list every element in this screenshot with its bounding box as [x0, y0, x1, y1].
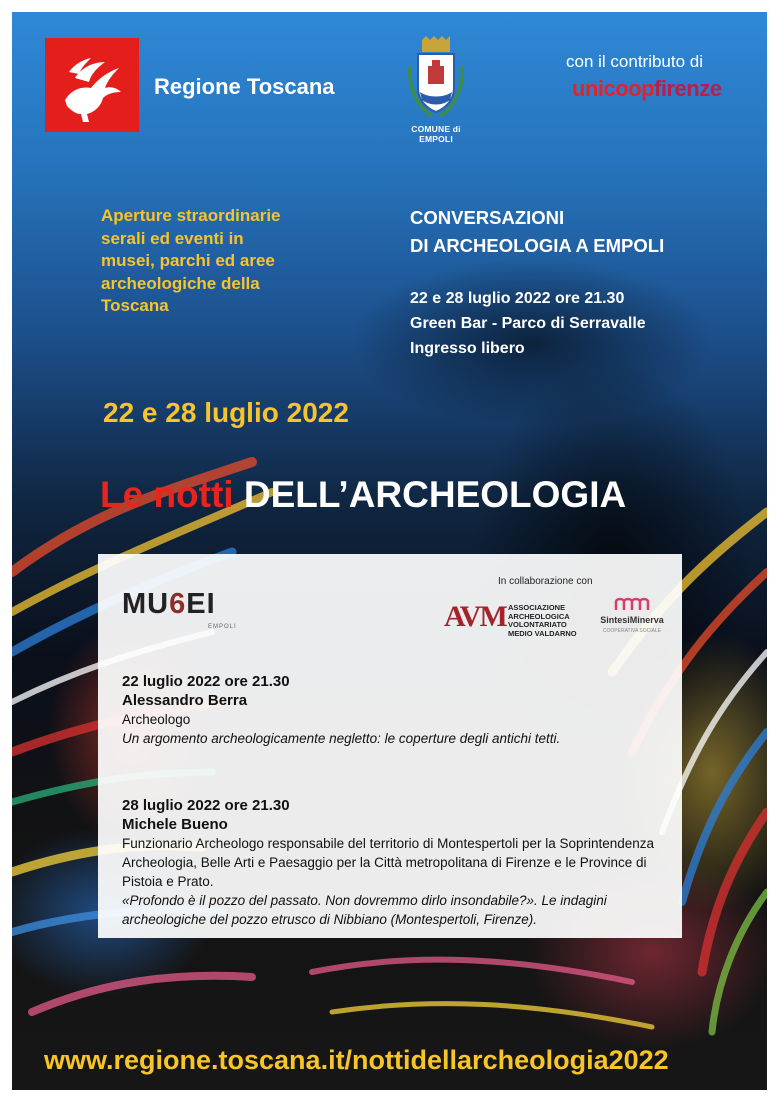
main-date: 22 e 28 luglio 2022 — [103, 397, 349, 428]
museum-logo-suffix: EI — [186, 588, 216, 620]
aavm-logo — [444, 594, 584, 644]
museum-logo-six: 6 — [169, 588, 187, 620]
event-2 — [122, 796, 667, 929]
headline-red: Le notti — [100, 474, 234, 515]
conversations-title-line2: DI ARCHEOLOGIA A EMPOLI — [410, 235, 665, 256]
event-speaker: Michele Bueno — [122, 816, 228, 833]
conversations-date: 22 e 28 luglio 2022 ore 21.30 — [410, 290, 625, 307]
event-talk: «Profondo è il pozzo del passato. Non dovremmo dirlo insondabile?». Le indagini archeologiche del pozzo etrusco di Nibbiano (Montespertoli, Firenze). — [122, 893, 607, 927]
headline — [100, 474, 626, 516]
conversations-title — [410, 204, 664, 260]
sponsor-part1: unicoop — [572, 76, 655, 101]
conversations-place: Green Bar - Parco di Serravalle — [410, 315, 646, 332]
comune-empoli-logo — [398, 36, 474, 142]
museum-logo-sub: EMPOLI — [208, 624, 237, 630]
contribution-label: con il contributo di — [566, 52, 704, 71]
sintesi-name: SintesiMinerva — [600, 615, 664, 625]
unicoop-firenze-logo — [572, 76, 721, 102]
headline-white: DELL’ARCHEOLOGIA — [243, 474, 627, 515]
city-crest-icon — [406, 36, 466, 122]
region-name: Regione Toscana — [154, 74, 335, 99]
aperture-text: Aperture straordinarie serali ed eventi in musei, parchi ed aree archeologiche della Toscana — [101, 206, 281, 315]
musei-empoli-logo — [122, 588, 216, 621]
event-speaker: Alessandro Berra — [122, 692, 248, 709]
program-panel — [98, 554, 682, 938]
sintesi-minerva-logo — [596, 596, 668, 634]
collaboration-label: In collaborazione con — [498, 576, 593, 587]
event-date: 22 luglio 2022 ore 21.30 — [122, 673, 290, 690]
sintesi-minerva-icon — [614, 596, 650, 612]
event-role: Funzionario Archeologo responsabile del territorio di Montespertoli per la Soprintendenza Archeologia, Belle Arti e Paesaggio per la Città metropolitana di Firenze e le Province di Pistoia e Prato. — [122, 836, 655, 889]
aavm-text: ASSOCIAZIONE ARCHEOLOGICA VOLONTARIATO MEDIO VALDARNO — [508, 603, 577, 638]
sponsor-part2: firenze — [654, 76, 722, 101]
aavm-mark: AVM — [444, 600, 506, 633]
event-role: Archeologo — [122, 712, 191, 727]
museum-logo-prefix: MU — [122, 588, 170, 620]
poster — [12, 12, 767, 1090]
event-talk: Un argomento archeologicamente negletto: le coperture degli antichi tetti. — [122, 731, 561, 746]
conversations-title-line1: CONVERSAZIONI — [410, 207, 565, 228]
pegasus-icon — [45, 38, 139, 132]
event-date: 28 luglio 2022 ore 21.30 — [122, 797, 290, 814]
conversations-entry: Ingresso libero — [410, 340, 525, 357]
event-1 — [122, 672, 560, 748]
conversations-info — [410, 286, 646, 361]
sintesi-sub: COOPERATIVA SOCIALE — [602, 628, 662, 634]
footer-url[interactable]: www.regione.toscana.it/nottidellarcheologia2022 — [44, 1045, 669, 1075]
comune-name: COMUNE di EMPOLI — [411, 124, 461, 144]
regione-toscana-logo — [45, 38, 139, 132]
